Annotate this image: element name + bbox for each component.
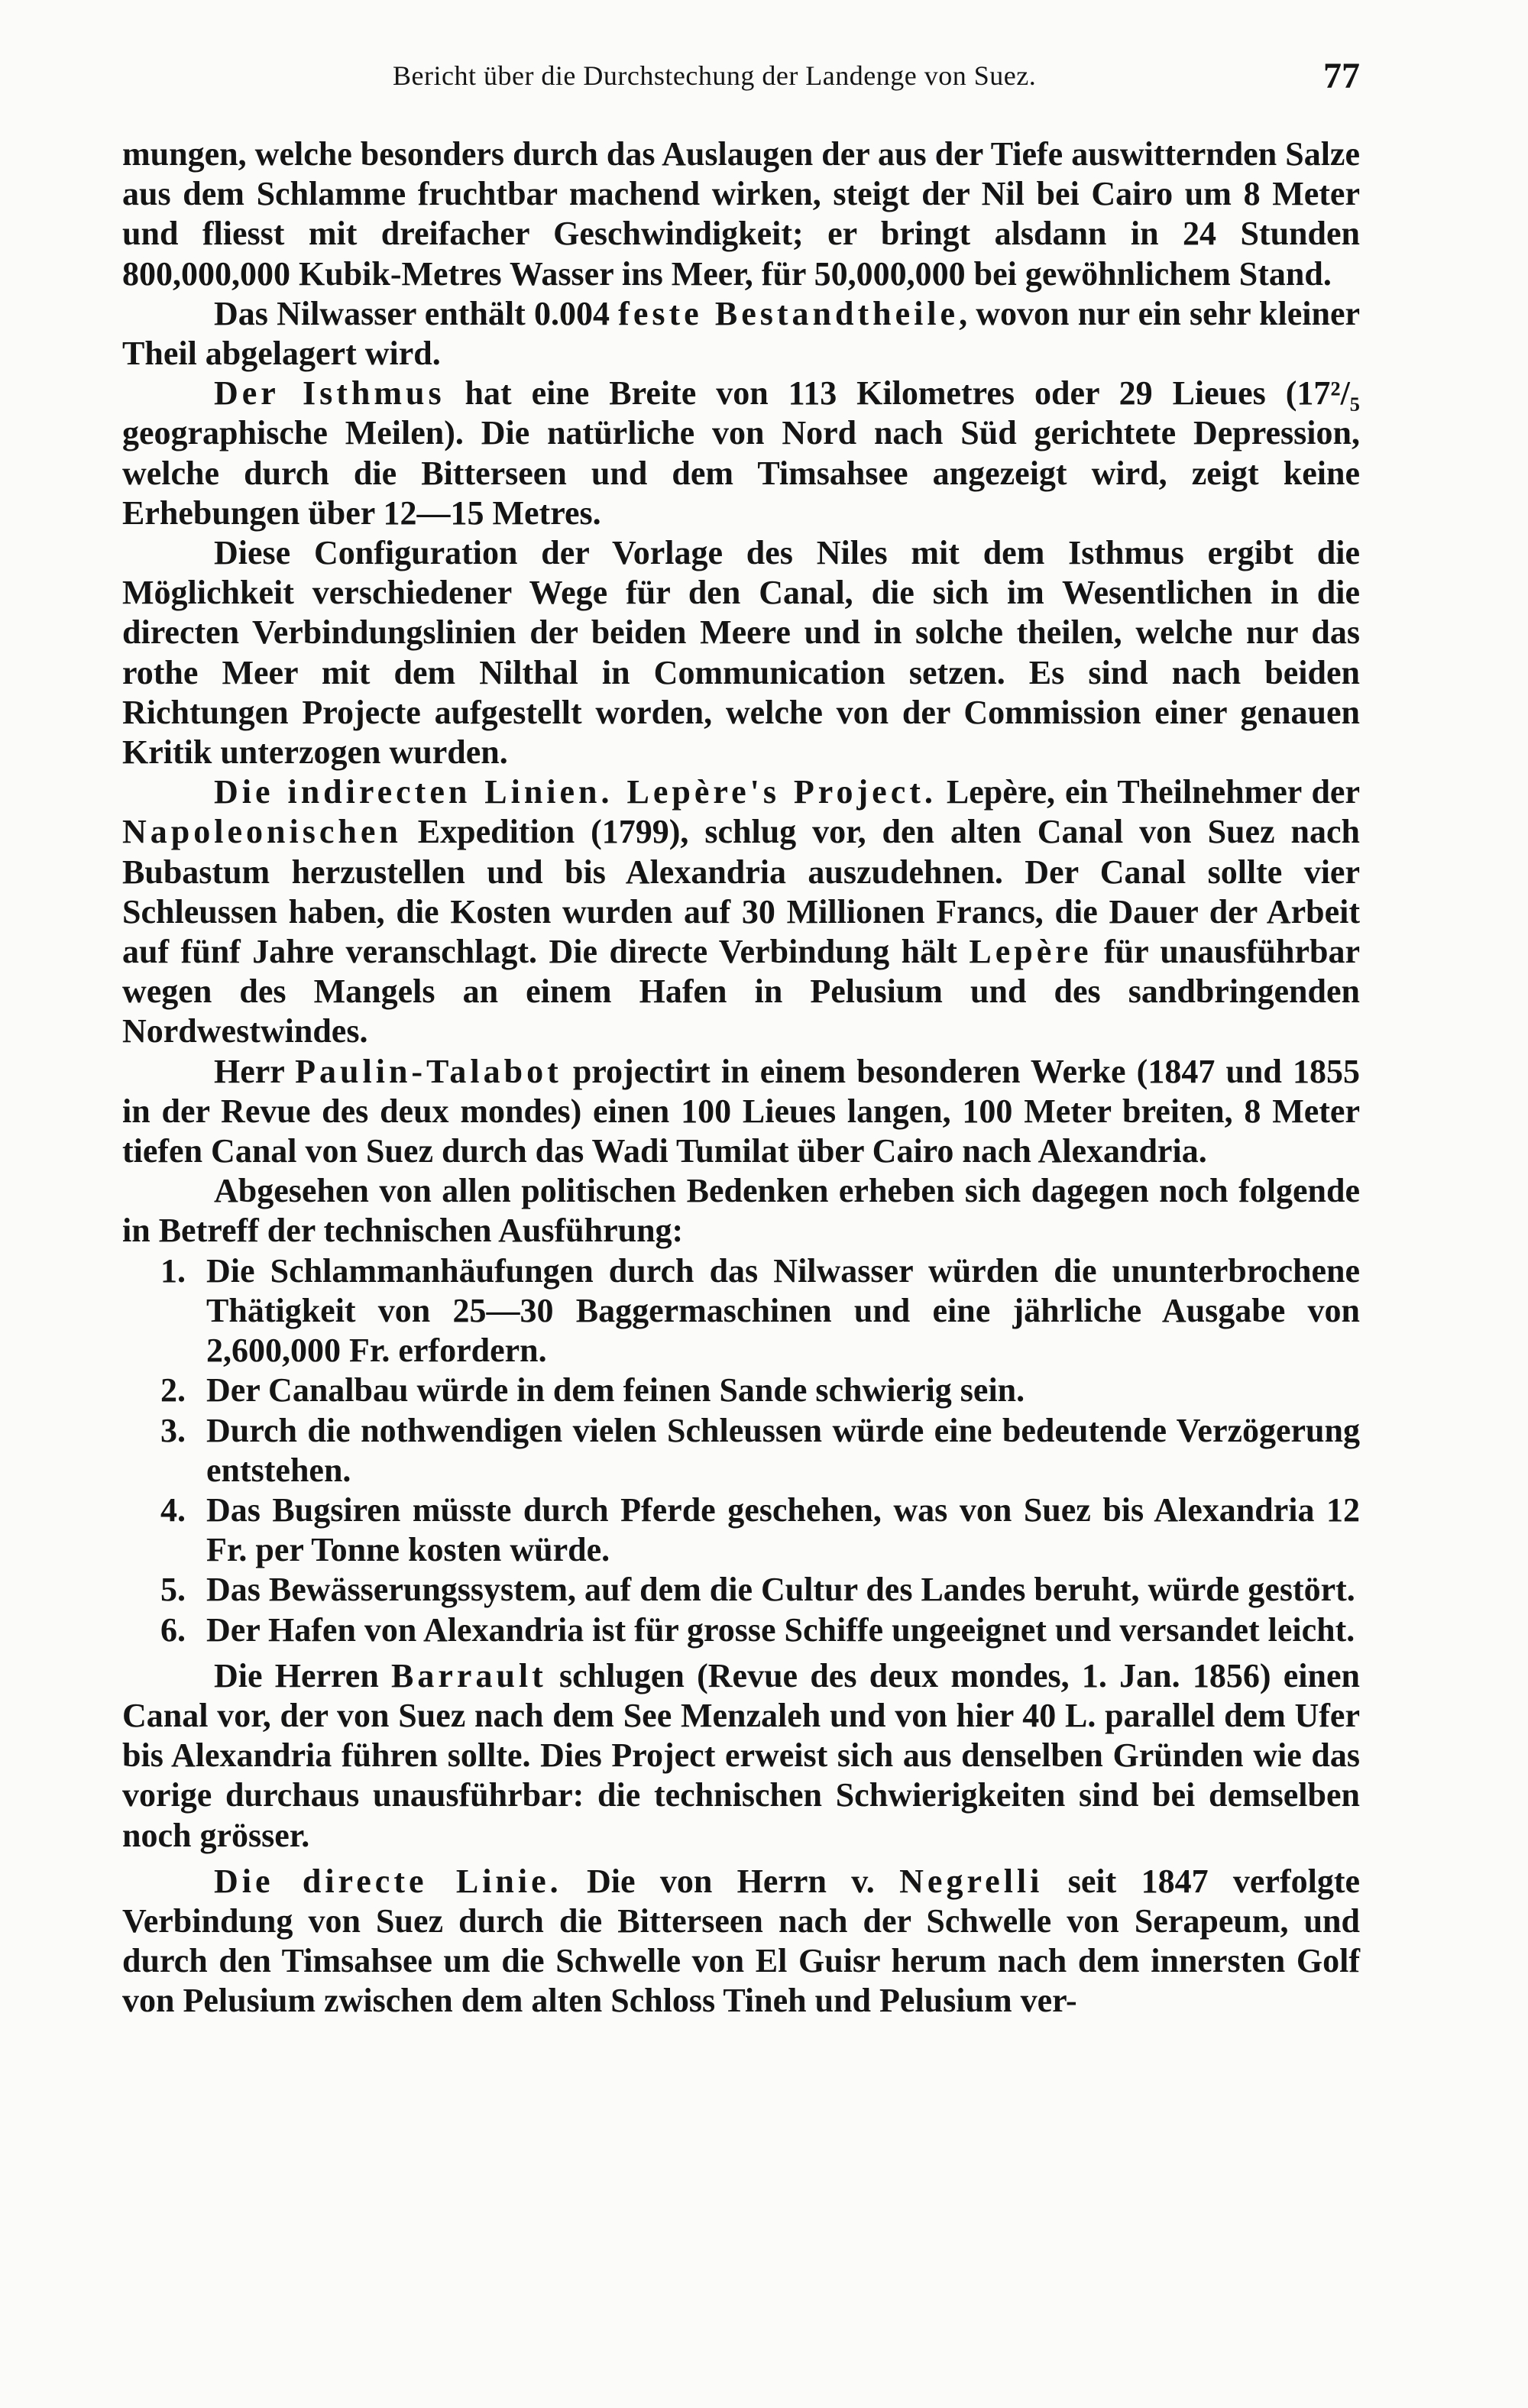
paragraph-objections: Abgesehen von allen politischen Bedenken erheben sich dagegen noch folgende in Betreff der technischen Ausführung: xyxy=(122,1172,1360,1250)
spaced-term: feste Bestandtheile xyxy=(618,294,960,332)
section-heading: Die directe Linie. xyxy=(214,1862,562,1900)
list-item xyxy=(122,1570,1360,1610)
spacer xyxy=(122,1856,1360,1862)
list-item xyxy=(122,1251,1360,1371)
page-header xyxy=(122,57,1360,102)
list-number: 5. xyxy=(160,1571,186,1609)
list-item xyxy=(122,1490,1360,1570)
body-text xyxy=(122,134,1360,2021)
paragraph-indirect-lines xyxy=(122,772,1360,1051)
spaced-term: Negrelli xyxy=(899,1862,1044,1900)
list-text: Das Bewässerungssystem, auf dem die Cultur des Landes beruht, würde gestört. xyxy=(206,1571,1355,1609)
text-run: Die von Herrn v. xyxy=(562,1862,900,1900)
text-run: projectirt in einem besonderen Werke (1847 und 1855 in der Revue des deux mondes) einen 100 Lieues langen, 100 Meter breiten, 8 Meter tiefen Canal von Suez durch das Wadi Tumilat über Cairo nach Alexandria. xyxy=(122,1052,1360,1170)
paragraph-paulin-talabot xyxy=(122,1052,1360,1172)
list-number: 6. xyxy=(160,1610,186,1649)
text-run: Die Herren xyxy=(214,1656,392,1694)
text-run: Expedition (1799), schlug vor, den alten Canal von Suez nach Bubastum herzustellen und bis Alexandria auszudehnen. Der Canal sollte vier Schleussen haben, die Kosten wurden auf 30 Millionen Francs, die Dauer der Arbeit auf fünf Jahre veranschlagt. Die directe Verbindung hält xyxy=(122,813,1360,971)
list-text: Durch die nothwendigen vielen Schleussen würde eine bedeutende Verzögerung entstehen. xyxy=(206,1411,1360,1489)
list-item xyxy=(122,1411,1360,1490)
list-text: Die Schlammanhäufungen durch das Nilwasser würden die ununterbrochene Thätigkeit von 25—30 Baggermaschinen und eine jährliche Ausgabe von 2,600,000 Fr. erfordern. xyxy=(206,1251,1360,1370)
spacer xyxy=(122,1650,1360,1656)
list-text: Das Bugsiren müsste durch Pferde geschehen, was von Suez bis Alexandria 12 Fr. per Tonne kosten würde. xyxy=(206,1490,1360,1569)
list-number: 1. xyxy=(160,1251,186,1290)
list-number: 3. xyxy=(160,1411,186,1449)
list-text: Der Canalbau würde in dem feinen Sande schwierig sein. xyxy=(206,1371,1025,1410)
text-run: Das Nilwasser enthält 0.004 xyxy=(214,294,619,332)
section-heading: Die indirecten Linien. Lepère's Project. xyxy=(214,773,937,811)
spaced-term: Der Isthmus xyxy=(214,374,445,413)
spaced-term: Napoleonischen xyxy=(122,813,402,851)
text-run: , wovon nur ein sehr kleiner Theil abgelagert wird. xyxy=(122,294,1360,373)
running-head: Bericht über die Durchstechung der Landenge von Suez. xyxy=(393,60,1037,91)
page-number: 77 xyxy=(1323,56,1360,96)
paragraph-nile-water xyxy=(122,294,1360,374)
objection-list xyxy=(122,1251,1360,1650)
text-run: seit 1847 verfolgte Verbindung von Suez durch die Bitterseen nach der Schwelle von Serapeum, und durch den Timsahsee um die Schwelle von El Guisr herum nach dem innersten Golf von Pelusium zwischen dem alten Schloss Tineh und Pelusium ver- xyxy=(122,1862,1361,2020)
text-run: für unausführbar wegen des Mangels an einem Hafen in Pelusium und des sandbringenden Nordwestwindes. xyxy=(122,933,1360,1050)
paragraph-isthmus xyxy=(122,374,1360,533)
spaced-term: Barrault xyxy=(391,1656,547,1694)
paragraph-barrault xyxy=(122,1656,1360,1856)
list-item xyxy=(122,1610,1360,1650)
text-run: schlugen (Revue des deux mondes, 1. Jan. 1856) einen Canal vor, der von Suez nach dem See Menzaleh und von hier 40 L. parallel dem Ufer bis Alexandria führen sollte. Dies Project erweist sich aus denselben Gründen wie das vorige durchaus unausführbar: die technischen Schwierigkeiten sind bei demselben noch grösser. xyxy=(122,1656,1360,1854)
list-item xyxy=(122,1371,1360,1410)
text-run: Herr xyxy=(214,1052,296,1090)
text-run: hat eine Breite von 113 Kilometres oder 29 Lieues (17²/₅ geographische Meilen). Die natürliche von Nord nach Süd gerichtete Depression, welche durch die Bitterseen und dem Timsahsee angezeigt wird, zeigt keine Erhebungen über 12—15 Metres. xyxy=(122,374,1360,532)
list-text: Der Hafen von Alexandria ist für grosse Schiffe ungeeignet und versandet leicht. xyxy=(206,1610,1355,1649)
list-number: 2. xyxy=(160,1371,186,1410)
paragraph-configuration: Diese Configuration der Vorlage des Niles mit dem Isthmus ergibt die Möglichkeit verschiedener Wege für den Canal, die sich im Wesentlichen in die directen Verbindungslinien der beiden Meere und in solche theilen, welche nur das rothe Meer mit dem Nilthal in Communication setzen. Es sind nach beiden Richtungen Projecte aufgestellt worden, welche von der Commission einer genauen Kritik unterzogen wurden. xyxy=(122,534,1360,772)
paragraph-direct-line xyxy=(122,1862,1360,2021)
spaced-term: Paulin-Talabot xyxy=(295,1052,562,1090)
paragraph-nile-flood: mungen, welche besonders durch das Auslaugen der aus der Tiefe auswitternden Salze aus dem Schlamme fruchtbar machend wirken, steigt der Nil bei Cairo um 8 Meter und fliesst mit dreifacher Geschwindigkeit; er bringt alsdann in 24 Stunden 800,000,000 Kubik-Metres Wasser ins Meer, für 50,000,000 bei gewöhnlichem Stand. xyxy=(122,135,1360,293)
list-number: 4. xyxy=(160,1490,186,1529)
spaced-term: Lepère xyxy=(969,933,1093,971)
text-run: Lepère, ein Theilnehmer der xyxy=(936,773,1360,811)
